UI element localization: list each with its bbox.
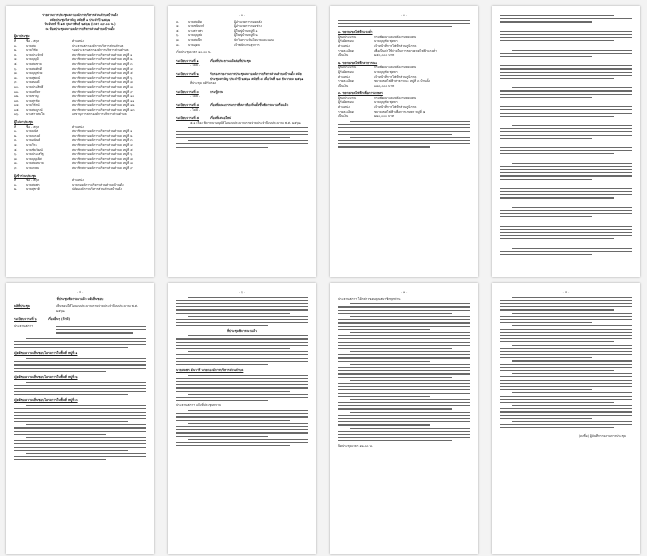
agenda-key: ระเบียบวาระที่ ๖: [14, 317, 37, 322]
document-page-1: [6, 6, 154, 277]
paragraph-lines: [338, 303, 470, 441]
row-number: ๘.: [176, 42, 180, 47]
detail-value: เจ้าหน้าที่การไฟฟ้าส่วนภูมิภาค: [374, 105, 417, 110]
person-position: สมาชิกสภาองค์การบริหารส่วนตำบล หมู่ที่ ๑๓: [72, 107, 135, 112]
page-heading: ที่ประชุมพิจารณาแล้ว มติเห็นชอบ: [56, 296, 104, 301]
detail-value: นายบุญชัย พุทธา: [374, 69, 398, 74]
sub-heading: ญัตติขอความเห็นชอบโครงการในพื้นที่ หมู่ที่ ๒: [14, 374, 78, 379]
person-name: นายทองดี: [26, 80, 40, 85]
col-position: ตำแหน่ง: [72, 124, 84, 129]
page-number: - ๘ -: [562, 290, 570, 294]
row-number: ๙.: [14, 80, 18, 85]
agenda-title: เรื่องที่เสนอใหม่: [210, 116, 232, 121]
detail-key: ผู้ขอประมาณ: [338, 65, 357, 70]
row-number: ๒.: [14, 133, 18, 138]
person-position: ปลัดองค์การบริหารส่วนตำบลบ้านดั้ง: [72, 187, 122, 192]
page-number: - ๒ -: [238, 13, 246, 17]
resolution: [14, 304, 146, 313]
page-number: - ๗ -: [400, 290, 408, 294]
page-number: - ๕ -: [76, 290, 84, 294]
row-number: ๔.: [176, 24, 180, 29]
signature-line: (ลงชื่อ) ผู้บันทึกรายงานการประชุม: [578, 434, 626, 439]
speaker-label: ประธานสภาฯ: [14, 323, 33, 328]
row-number: ๑๔.: [14, 103, 20, 108]
detail-value: เจ้าหน้าที่การไฟฟ้าส่วนภูมิภาค: [374, 74, 417, 79]
present-list: [14, 44, 146, 118]
detail-key: รายละเอียด: [338, 109, 354, 114]
row-number: ๓.: [14, 52, 18, 57]
person-name: นายวิชัย: [26, 48, 38, 53]
person-position: สมาชิกสภาองค์การบริหารส่วนตำบล หมู่ที่ ๑: [72, 129, 133, 134]
detail-row: [338, 53, 470, 58]
person-name: นายประเสริฐ: [26, 152, 44, 157]
sub-heading: ญัตติขอความเห็นชอบโครงการในพื้นที่ หมู่ที่ ๓: [14, 398, 78, 403]
agenda-title: รับรองรายงานการประชุมสภาองค์การบริหารส่วนตำบลบ้านดั้ง สมัยประชุมสามัญ ประจำปี ๒๕๖๑ สมัยที่ ๔ เมื่อวันที่ ๒๔ ธันวาคม ๒๕๖๑: [210, 71, 304, 81]
person-position: สมาชิกสภาองค์การบริหารส่วนตำบล หมู่ที่ ๔: [72, 143, 133, 148]
person-position: เลขานุการสภาองค์การบริหารส่วนตำบล: [72, 112, 127, 117]
person-position: สมาชิกสภาองค์การบริหารส่วนตำบล หมู่ที่ ๕: [72, 71, 133, 76]
detail-value: ๒๒๐,๐๐๐ บาท: [374, 114, 394, 119]
person-position: ประธานสภาองค์การบริหารส่วนตำบล: [72, 43, 124, 48]
page-number: - ๓ -: [400, 13, 408, 17]
detail-value: กรมพัฒนาและพลังงานทดแทน: [374, 95, 417, 100]
row-number: ๑๓.: [14, 98, 20, 103]
detail-key: ผู้ขอประมาณ: [338, 95, 357, 100]
detail-key: รายละเอียด: [338, 48, 354, 53]
row-number: ๓.: [176, 19, 180, 24]
person-position: สมาชิกสภาองค์การบริหารส่วนตำบล หมู่ที่ ๒: [72, 57, 133, 62]
person-name: นายประสิทธิ์: [26, 84, 44, 89]
section-title: ๓. ขยายเขตไฟฟ้าเพื่อการเกษตร: [338, 91, 383, 96]
row-number: ๑๑.: [14, 89, 20, 94]
sub-heading: ญัตติขอความเห็นชอบโครงการในพื้นที่ หมู่ที่ ๑: [14, 351, 78, 356]
person-position: นักวิเคราะห์นโยบายและแผน: [234, 37, 274, 42]
col-name: ชื่อ - สกุล: [26, 38, 40, 43]
col-position: ตำแหน่ง: [72, 178, 84, 183]
row-number: ๖.: [14, 152, 18, 157]
agenda-body: ที่ประชุม มติรับรอง: [190, 81, 216, 86]
person-name: นายประจักษ์: [26, 52, 44, 57]
person-position: สมาชิกสภาองค์การบริหารส่วนตำบล หมู่ที่ ๒: [72, 133, 133, 138]
agenda-item: [176, 72, 308, 86]
document-page-7: [330, 283, 478, 554]
speaker-heading: นายสมพร ตันวารี นายกองค์การบริหารส่วนตำบล: [176, 368, 244, 373]
row-number: ๒.: [14, 48, 18, 53]
row-number: ๖.: [176, 33, 180, 38]
person-name: นายสม: [26, 43, 36, 48]
row-number: ๓.: [14, 138, 18, 143]
col-name: ชื่อ - สกุล: [26, 124, 40, 129]
paragraph-lines: [176, 127, 308, 147]
person-name: นายวีระ: [26, 143, 38, 148]
person-name: นายณรงค์: [26, 133, 41, 138]
agenda-key: ระเบียบวาระที่ ๔: [176, 102, 200, 107]
agenda-key: ระเบียบวาระที่ ๑: [176, 58, 199, 63]
attendee-list: [14, 183, 146, 192]
person-position: สมาชิกสภาองค์การบริหารส่วนตำบล หมู่ที่ ๑๒: [72, 103, 135, 108]
paragraph-lines: [176, 375, 308, 402]
agenda-body: ๕.๑ เรื่อง พิจารณาอนุมัติโอนงบประมาณรายจ่ายประจำปีงบประมาณ พ.ศ. ๒๕๖๒: [190, 120, 301, 125]
person-name: นายบุญช่วย: [26, 71, 43, 76]
row-number: ๘.: [14, 75, 18, 80]
person-position: ผู้อำนวยการกองช่าง: [234, 24, 262, 29]
person-position: ผู้ใหญ่บ้านหมู่ที่ ๒: [234, 33, 258, 38]
lead-text: ประธานสภาฯ ได้กล่าวขอบคุณสมาชิกทุกท่าน: [338, 296, 401, 301]
person-name: นายมนัส: [26, 129, 39, 134]
agenda-title: เรื่องอื่นๆ (ถ้ามี): [48, 317, 70, 322]
person-position: สมาชิกสภาองค์การบริหารส่วนตำบล หมู่ที่ ๓: [72, 61, 133, 66]
project-sections: [338, 30, 470, 119]
person-name: นายเสถียร: [26, 89, 41, 94]
document-page-3: [330, 6, 478, 277]
row-number: ๑๒.: [14, 94, 20, 99]
person-name: นายบุญเลิศ: [26, 156, 42, 161]
paragraph-lines: [338, 20, 470, 27]
agenda-key: ระเบียบวาระที่ ๒: [176, 71, 199, 76]
person-position: ผู้อำนวยการกองคลัง: [234, 19, 262, 24]
person-position: สมาชิกสภาองค์การบริหารส่วนตำบล หมู่ที่ ๖: [72, 75, 133, 80]
detail-key: เป็นเงิน: [338, 83, 349, 88]
document-page-5: [6, 283, 154, 554]
person-position: สมาชิกสภาองค์การบริหารส่วนตำบล หมู่ที่ ๑๐: [72, 94, 135, 99]
row-number: ๗.: [14, 156, 18, 161]
detail-row: [338, 114, 470, 119]
detail-key: ตำแหน่ง: [338, 105, 350, 110]
person-position: สมาชิกสภาองค์การบริหารส่วนตำบล หมู่ที่ ๘: [72, 84, 133, 89]
row-number: ๑.: [14, 182, 18, 187]
agenda-key: ระเบียบวาระที่ ๕: [176, 116, 200, 121]
person-position: เจ้าพนักงานธุรการ: [234, 42, 260, 47]
person-name: นายบุญมี: [26, 57, 39, 62]
agenda-title: เรื่องที่คณะกรรมการที่สภาท้องถิ่นตั้งขึ้นพิจารณาเสร็จแล้ว: [210, 102, 289, 107]
person-position: สมาชิกสภาองค์การบริหารส่วนตำบล หมู่ที่ ๕: [72, 147, 133, 152]
detail-key: ตำแหน่ง: [338, 43, 350, 48]
absent-list: [14, 129, 146, 170]
col-no: ที่: [14, 124, 17, 129]
row-number: ๘.: [14, 161, 18, 166]
col-position: ตำแหน่ง: [72, 38, 84, 43]
detail-value: ๑๘๐,๐๐๐ บาท: [374, 83, 395, 88]
person-position: สมาชิกสภาองค์การบริหารส่วนตำบล หมู่ที่ ๑๑: [72, 98, 135, 103]
col-name: ชื่อ - สกุล: [26, 178, 40, 183]
detail-key: รายละเอียด: [338, 79, 354, 84]
row-number: ๗.: [14, 71, 18, 76]
person-position: ผู้ใหญ่บ้านหมู่ที่ ๑: [234, 28, 258, 33]
agenda-title: เรื่องที่ประธานแจ้งต่อที่ประชุม: [210, 58, 252, 63]
person-name: นายสมศักดิ์: [26, 66, 42, 71]
agenda-key: ระเบียบวาระที่ ๓: [176, 89, 199, 94]
detail-key: เป็นเงิน: [338, 114, 349, 119]
person-position: สมาชิกสภาองค์การบริหารส่วนตำบล หมู่ที่ ๙: [72, 166, 133, 170]
row-number: ๑๐.: [14, 84, 19, 89]
paragraph-lines: [500, 15, 632, 255]
row-number: ๑.: [14, 129, 18, 134]
row-number: ๕.: [14, 147, 18, 152]
row-number: ๑.: [14, 43, 18, 48]
row-number: ๔.: [14, 143, 18, 148]
table-row: [176, 43, 308, 48]
person-name: นายเกษม: [26, 166, 40, 170]
agenda-item: [176, 59, 308, 68]
present-header: ผู้มาประชุม: [14, 34, 30, 39]
person-name: นางสาวสมใจ: [26, 112, 45, 117]
title-line: ณ ห้องประชุมสภาองค์การบริหารส่วนตำบลบ้านดั้ง: [45, 26, 115, 31]
resolution-text: เห็นชอบให้โอนงบประมาณรายจ่ายประจำปีงบประมาณ พ.ศ. ๒๕๖๒: [56, 304, 138, 313]
detail-value: กรมพัฒนาและพลังงานทดแทน: [374, 34, 417, 39]
detail-key: ผู้รับผิดชอบ: [338, 39, 354, 44]
person-name: นายชาญ: [26, 94, 39, 99]
person-position: สมาชิกสภาองค์การบริหารส่วนตำบล หมู่ที่ ๙: [72, 89, 133, 94]
page-number: - ๖ -: [239, 290, 245, 294]
row-number: ๖.: [14, 66, 18, 71]
person-name: นายสมบูรณ์: [26, 107, 43, 112]
agenda-body: - ไม่มี -: [190, 63, 201, 68]
detail-key: ผู้รับผิดชอบ: [338, 100, 354, 105]
member-list: [176, 20, 308, 48]
person-name: นายวิรัตน์: [26, 103, 40, 108]
person-position: สมาชิกสภาองค์การบริหารส่วนตำบล หมู่ที่ ๖: [72, 152, 133, 157]
paragraph-lines: [14, 382, 146, 396]
detail-value: ขยายเขตไฟฟ้าสาธารณะ หมู่ที่ ๓ บ้านดั้ง: [374, 79, 430, 84]
detail-value: นายบุญชัย พุทธา: [374, 39, 398, 44]
row-number: ๕.: [14, 61, 18, 66]
row-number: ๑๕.: [14, 107, 20, 112]
person-name: นายสุชาติ: [26, 187, 40, 192]
person-name: นายชัยวัฒน์: [26, 147, 43, 152]
title-line: สมัยประชุมวิสามัญ สมัยที่ ๑ ประจำปี ๒๕๖๒: [49, 17, 111, 22]
agenda-item: [176, 116, 308, 125]
person-name: นางสาวพร: [188, 28, 203, 33]
person-position: สมาชิกสภาองค์การบริหารส่วนตำบล หมู่ที่ ๗: [72, 80, 133, 85]
agenda-item: [176, 103, 308, 112]
detail-key: ผู้รับผิดชอบ: [338, 69, 354, 74]
paragraph-lines: [14, 338, 146, 349]
detail-value: เจ้าหน้าที่การไฟฟ้าส่วนภูมิภาค: [374, 43, 417, 48]
speaker: [14, 324, 146, 336]
resolution-label: มติที่ประชุม: [14, 304, 30, 309]
paragraph-lines: [176, 335, 308, 365]
person-name: นายสมพร: [26, 182, 40, 187]
paragraph-lines: [14, 358, 146, 372]
detail-value: นายบุญชัย พุทธา: [374, 100, 398, 105]
col-no: ที่: [14, 178, 17, 183]
agenda-title: กระทู้ถาม: [210, 89, 224, 94]
opening-label: เริ่มประชุมเวลา ๑๐.๐๐ น.: [176, 50, 212, 55]
agenda-body: - ไม่มี -: [190, 107, 201, 112]
document-page-4: [492, 6, 640, 277]
person-name: นายสมนึก: [188, 37, 202, 42]
person-position: สมาชิกสภาองค์การบริหารส่วนตำบล หมู่ที่ ๔: [72, 66, 133, 71]
person-position: สมาชิกสภาองค์การบริหารส่วนตำบล หมู่ที่ ๗: [72, 156, 133, 161]
person-position: สมาชิกสภาองค์การบริหารส่วนตำบล หมู่ที่ ๑: [72, 52, 133, 57]
person-name: นายชนินทร์: [188, 24, 205, 29]
row-number: ๗.: [176, 37, 180, 42]
row-number: ๙.: [14, 166, 18, 170]
detail-key: ตำแหน่ง: [338, 74, 350, 79]
document-page-2: [168, 6, 316, 277]
table-row: [14, 166, 146, 171]
person-name: นายอนันต์: [26, 138, 41, 143]
detail-key: เป็นเงิน: [338, 53, 349, 58]
detail-value: ขยายเขตไฟฟ้าเพื่อการเกษตร หมู่ที่ ๗: [374, 109, 426, 114]
agenda-body: - ไม่มี -: [190, 94, 201, 99]
paragraph-lines: [176, 297, 308, 327]
person-name: นายสมหมาย: [26, 161, 44, 166]
absent-header: ผู้ไม่มาประชุม: [14, 120, 34, 125]
title-line: วันจันทร์ ที่ ๑๕ กุมภาพันธ์ ๒๕๖๒ (เวลา ๐๙.๐๐ น.): [44, 22, 116, 27]
person-position: สมาชิกสภาองค์การบริหารส่วนตำบล หมู่ที่ ๓: [72, 138, 133, 143]
paragraph-lines: [176, 410, 308, 446]
person-name: นายบุญส่ง: [188, 33, 203, 38]
col-no: ที่: [14, 38, 17, 43]
detail-value: กรมพัฒนาและพลังงานทดแทน: [374, 65, 417, 70]
row-number: ๕.: [176, 28, 180, 33]
detail-key: ผู้ขอประมาณ: [338, 34, 357, 39]
person-position: สมาชิกสภาองค์การบริหารส่วนตำบล หมู่ที่ ๘: [72, 161, 133, 166]
person-name: นายสมคิด: [188, 19, 203, 24]
person-name: นายสมชาย: [26, 61, 42, 66]
lead-text: ที่ประชุมพิจารณาแล้ว: [227, 328, 257, 333]
person-position: รองประธานสภาองค์การบริหารส่วนตำบล: [72, 48, 129, 53]
title-line: รายงานการประชุมสภาองค์การบริหารส่วนตำบลบ้านดั้ง: [42, 13, 118, 17]
agenda-item: [176, 90, 308, 99]
paragraph-lines: [14, 405, 146, 460]
detail-row: [338, 84, 470, 89]
document-page-8: [492, 283, 640, 554]
person-position: นายกองค์การบริหารส่วนตำบลบ้านดั้ง: [72, 182, 124, 187]
row-number: ๔.: [14, 57, 18, 62]
row-number: ๒.: [14, 187, 18, 192]
person-name: นายสุพจน์: [26, 75, 40, 80]
person-name: นายสุรชัย: [26, 98, 40, 103]
attendee-header: ผู้เข้าร่วมประชุม: [14, 173, 37, 178]
row-number: ๑๖.: [14, 112, 20, 117]
document-page-6: [168, 283, 316, 554]
person-name: นายอุดม: [188, 42, 200, 47]
sub-text: ประธานสภาฯ แจ้งที่ประชุมทราบ: [176, 403, 221, 408]
paragraph-lines: [500, 297, 632, 429]
table-row: [14, 112, 146, 117]
detail-value: ๒๕๐,๐๐๐ บาท: [374, 53, 395, 58]
detail-value: เพื่อเป็นค่าใช้จ่ายในการขยายเขตไฟฟ้าแรงต่ำ: [374, 48, 437, 53]
table-row: [14, 187, 146, 192]
closing-time: ปิดประชุมเวลา ๑๒.๐๐ น.: [338, 444, 373, 449]
section-title: ๒. ขยายเขตไฟฟ้าสาธารณะ: [338, 60, 378, 65]
section-title: ๑. ขยายเขตไฟฟ้าแรงต่ำ: [338, 30, 373, 35]
paragraph-lines: [338, 121, 470, 148]
agenda-item: [14, 317, 146, 322]
